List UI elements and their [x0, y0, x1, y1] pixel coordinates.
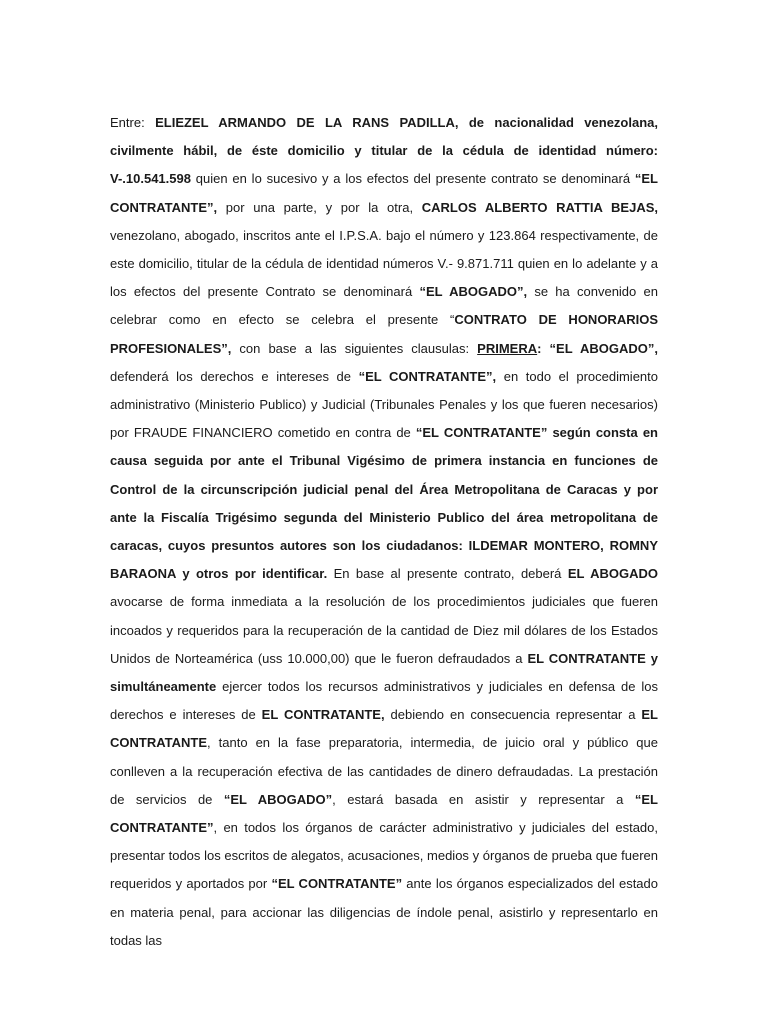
text-segment: se ha convenido en celebrar como en efecto se celebra el presente “: [110, 284, 658, 328]
text-segment: por una parte, y por la otra,: [217, 199, 422, 215]
text-segment: en todo el procedimiento administrativo (Ministerio Publico) y Judicial (Tribunales Penales y los que fueren necesarios) por FRAUDE FINANCIERO cometido en contra de: [110, 368, 658, 441]
text-segment: En base al presente contrato, deberá: [327, 566, 568, 582]
text-segment: Entre:: [110, 115, 156, 130]
text-segment: con base a las siguientes clausulas:: [231, 340, 478, 356]
bold-text-segment: “EL CONTRATANTE”,: [358, 368, 497, 384]
bold-text-segment: “EL CONTRATANTE”: [110, 791, 658, 836]
bold-text-segment: CONTRATO DE HONORARIOS PROFESIONALES”,: [110, 312, 658, 356]
bold-text-segment: EL CONTRATANTE y simultáneamente: [110, 650, 658, 695]
bold-text-segment: EL ABOGADO: [567, 566, 658, 582]
text-segment: quien en lo sucesivo y a los efectos del presente contrato se denominará: [190, 171, 635, 187]
text-segment: , estará basada en asistir y representar a: [332, 791, 635, 807]
bold-text-segment: ELIEZEL ARMANDO DE LA RANS PADILLA, de nacionalidad venezolana, civilmente hábil, de éste domicilio y titular de la cédula de identidad número: V-.10.541.598: [110, 115, 658, 187]
bold-text-segment: “EL CONTRATANTE”,: [110, 171, 658, 215]
bold-text-segment: “EL CONTRATANTE” según consta en causa seguida por ante el Tribunal Vigésimo de primera instancia en funciones de Control de la circunscripción judicial penal del Área Metropolitana de Caracas y por ante la Fiscalía Trigésimo segunda del Ministerio Publico del área metropolitana de caracas, cuyos presuntos autores son los ciudadanos: ILDEMAR MONTERO, ROMNY BARAONA y otros por identificar.: [110, 425, 658, 582]
document-page: [110, 109, 658, 955]
bold-text-segment: CARLOS ALBERTO RATTIA BEJAS,: [421, 199, 658, 215]
bold-text-segment: EL CONTRATANTE: [110, 707, 658, 751]
bold-text-segment: : “EL ABOGADO”,: [537, 340, 658, 356]
bold-text-segment: “EL ABOGADO”,: [419, 284, 528, 300]
bold-text-segment: “EL ABOGADO”: [223, 791, 333, 807]
bold-text-segment: “EL CONTRATANTE”: [271, 876, 403, 892]
text-segment: defenderá los derechos e intereses de: [110, 368, 359, 384]
text-segment: , tanto en la fase preparatoria, intermedia, de juicio oral y público que conlleven a la recuperación efectiva de las cantidades de dinero defraudadas. La prestación de servicios de: [110, 735, 658, 807]
bold-text-segment: EL CONTRATANTE,: [261, 707, 385, 723]
text-segment: debiendo en consecuencia representar a: [384, 707, 642, 723]
text-segment: venezolano, abogado, inscritos ante el I.P.S.A. bajo el número y 123.864 respectivamente, de este domicilio, titular de la cédula de identidad números V.- 9.871.711 quien en lo adelante y a los efectos del presente Contrato se denominará: [110, 227, 658, 300]
text-segment: , en todos los órganos de carácter administrativo y judiciales del estado, presentar todos los escritos de alegatos, acusaciones, medios y órganos de prueba que fueren requeridos y aportados por: [110, 820, 658, 892]
contract-paragraph: [110, 109, 658, 955]
text-segment: ante los órganos especializados del estado en materia penal, para accionar las diligencias de índole penal, asistirlo y representarlo en todas las: [110, 876, 659, 948]
text-segment: avocarse de forma inmediata a la resolución de los procedimientos judiciales que fueren incoados y requeridos para la recuperación de la cantidad de Diez mil dólares de los Estados Unidos de Norteamérica (uss 10.000,00) que le fueron defraudados a: [110, 594, 658, 666]
bold-text-segment: PRIMERA: [477, 340, 538, 356]
text-segment: ejercer todos los recursos administrativos y judiciales en defensa de los derechos e intereses de: [110, 679, 658, 723]
